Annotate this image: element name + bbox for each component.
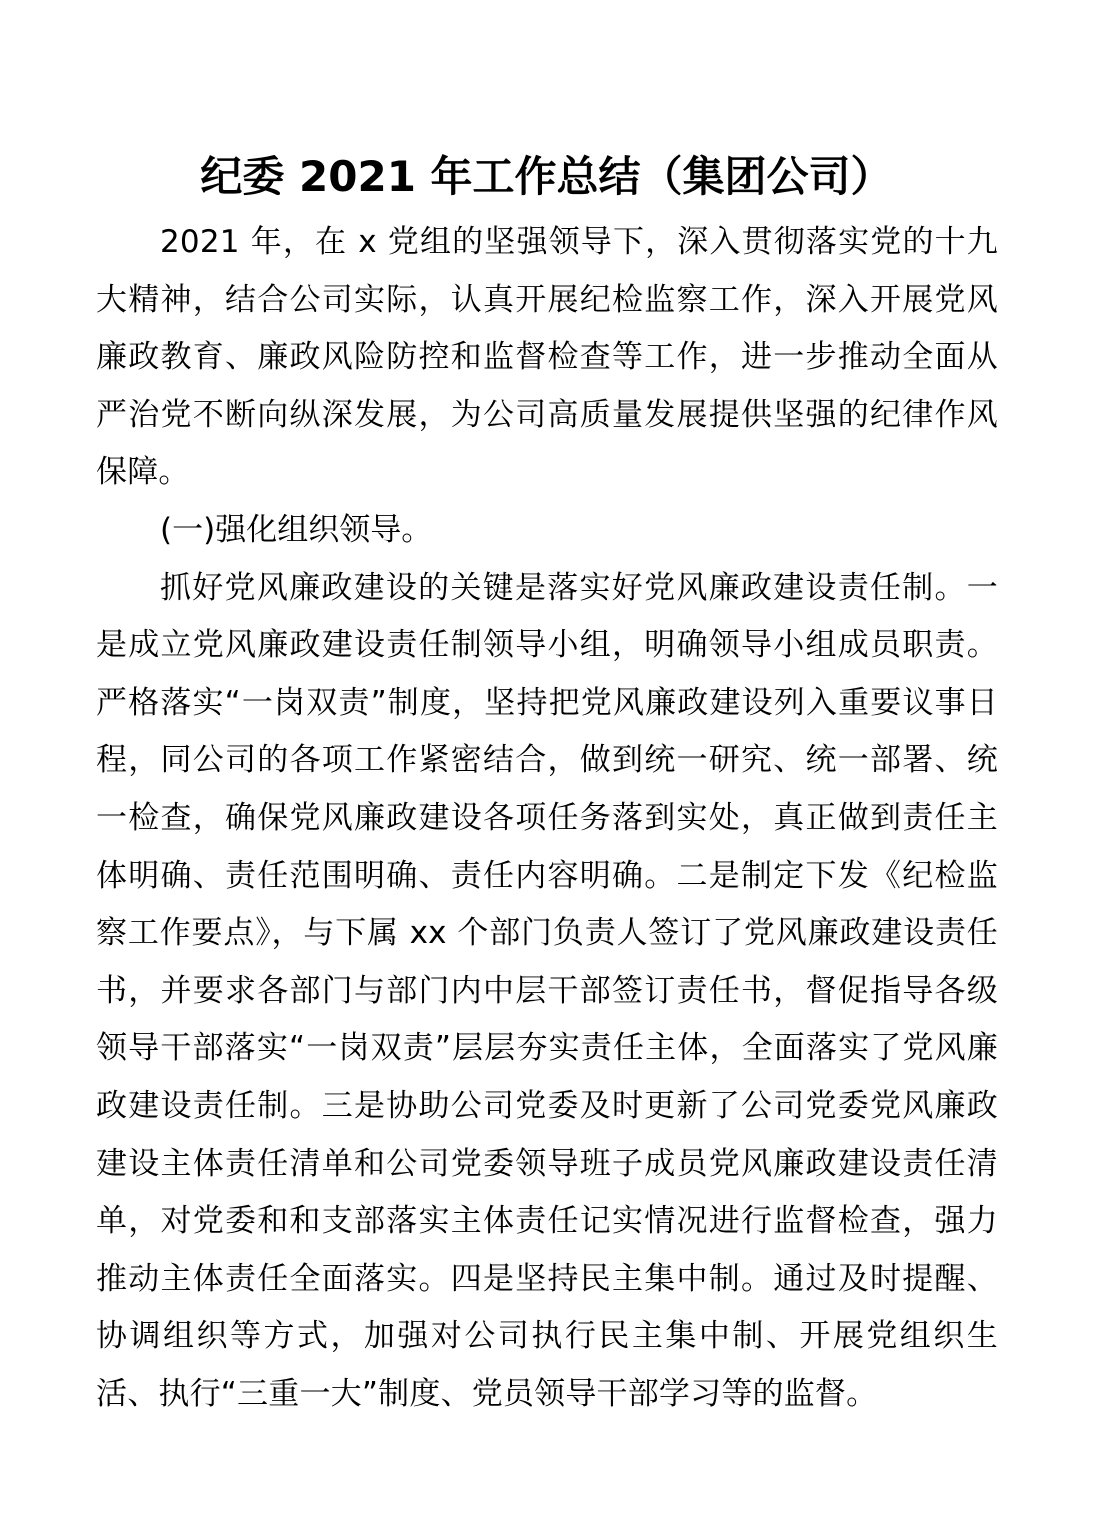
- document-title: 纪委 2021 年工作总结（集团公司）: [200, 152, 893, 201]
- document-body: [96, 214, 998, 1423]
- section-heading: (一)强化组织领导。: [160, 511, 433, 548]
- paragraph-intro: 2021 年，在 x 党组的坚强领导下，深入贯彻落实党的十九大精神，结合公司实际，认真开展纪检监察工作，深入开展党风廉政教育、廉政风险防控和监督检查等工作，进一步推动全面从严治党不断向纵深发展，为公司高质量发展提供坚强的纪律作风保障。: [96, 224, 998, 491]
- paragraph-leadership: 抓好党风廉政建设的关键是落实好党风廉政建设责任制。一是成立党风廉政建设责任制领导小组，明确领导小组成员职责。严格落实“一岗双责”制度，坚持把党风廉政建设列入重要议事日程，同公司的各项工作紧密结合，做到统一研究、统一部署、统一检查，确保党风廉政建设各项任务落到实处，真正做到责任主体明确、责任范围明确、责任内容明确。二是制定下发《纪检监察工作要点》，与下属 xx 个部门负责人签订了党风廉政建设责任书，并要求各部门与部门内中层干部签订责任书，督促指导各级领导干部落实“一岗双责”层层夯实责任主体，全面落实了党风廉政建设责任制。三是协助公司党委及时更新了公司党委党风廉政建设主体责任清单和公司党委领导班子成员党风廉政建设责任清单，对党委和和支部落实主体责任记实情况进行监督检查，强力推动主体责任全面落实。四是坚持民主集中制。通过及时提醒、协调组织等方式，加强对公司执行民主集中制、开展党组织生活、执行“三重一大”制度、党员领导干部学习等的监督。: [96, 569, 998, 1412]
